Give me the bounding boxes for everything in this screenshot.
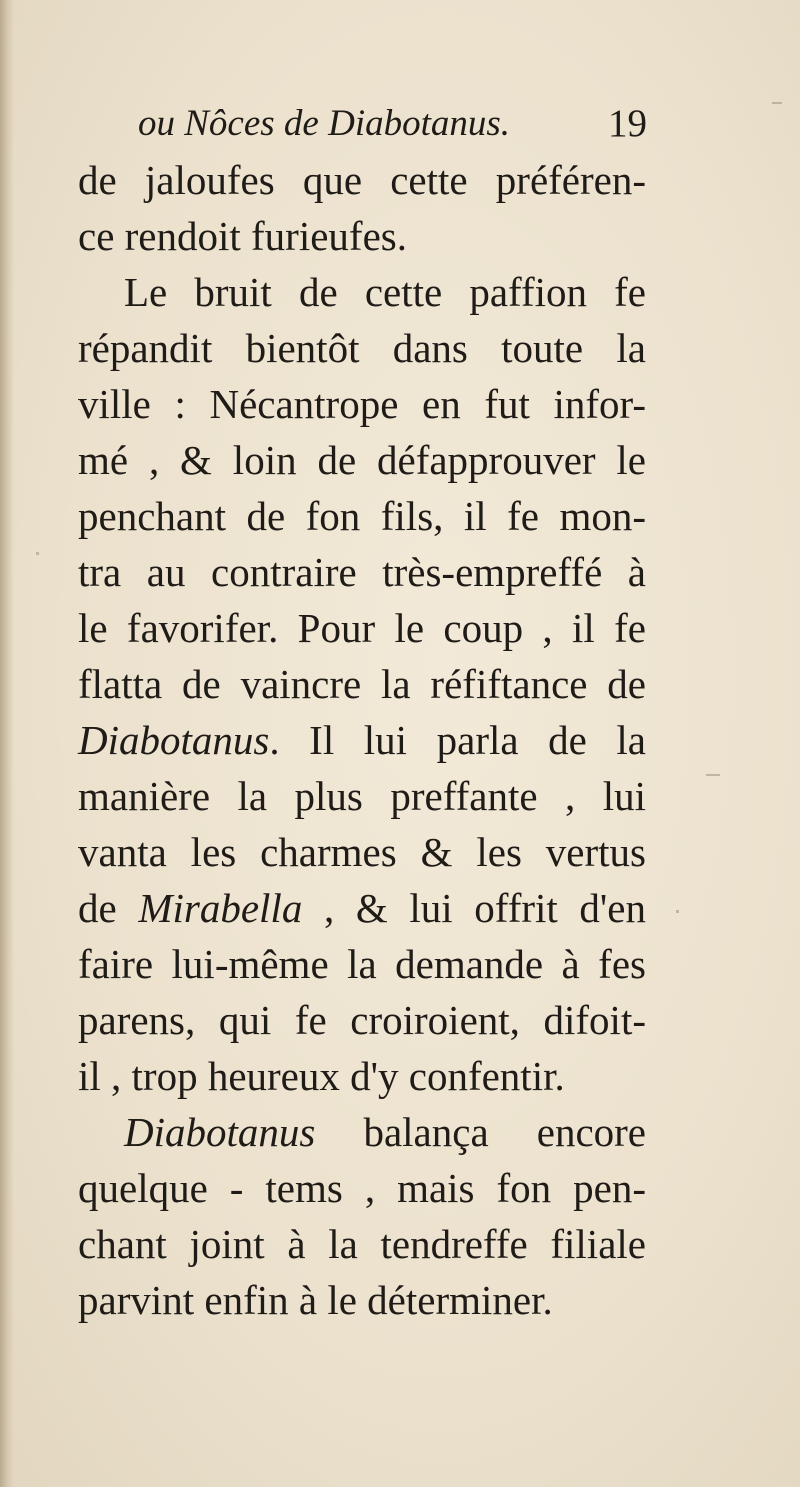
paper-speck (676, 910, 679, 913)
text-line: répandit bientôt dans toute la (78, 325, 646, 371)
text-line: il , trop heureux d'y confentir. (78, 1053, 565, 1099)
paper-speck (706, 774, 720, 776)
body-text (78, 152, 646, 1328)
text-line: Diabotanus. Il lui parla de la (78, 717, 646, 763)
paper-speck (772, 102, 782, 104)
text-line: quelque - tems , mais fon pen- (78, 1165, 646, 1211)
text-line-paragraph-start: Le bruit de cette paffion fe (124, 269, 646, 315)
text-line: penchant de fon fils, il fe mon- (78, 493, 646, 539)
text-line: flatta de vaincre la réfiftance de (78, 661, 646, 707)
text-line: parvint enfin à le déterminer. (78, 1277, 553, 1323)
text-line: manière la plus preffante , lui (78, 773, 646, 819)
text-line: ville : Nécantrope en fut infor- (78, 381, 646, 427)
italic-name: Mirabella (138, 885, 303, 931)
text-line: mé , & loin de défapprouver le (78, 437, 646, 483)
text-line: vanta les charmes & les vertus (78, 829, 646, 875)
text-line: le favorifer. Pour le coup , il fe (78, 605, 646, 651)
paper-speck (36, 552, 39, 555)
text-line: tra au contraire très-empreffé à (78, 549, 646, 595)
page-header (138, 98, 658, 150)
text-line: chant joint à la tendreffe filiale (78, 1221, 646, 1267)
text-line: de jaloufes que cette préféren- (78, 157, 646, 203)
running-head: ou Nôces de Diabotanus. (138, 103, 511, 144)
page-gutter-shadow (0, 0, 14, 1487)
text-line-paragraph-start: Diabotanus balança encore (124, 1109, 646, 1155)
text-line: de Mirabella , & lui offrit d'en (78, 885, 647, 931)
page-number: 19 (608, 102, 647, 145)
italic-name: Diabotanus (78, 717, 270, 763)
italic-name: Diabotanus (124, 1109, 316, 1155)
text-line: ce rendoit furieufes. (78, 213, 407, 259)
text-line: faire lui-même la demande à fes (78, 941, 646, 987)
text-line: parens, qui fe croiroient, difoit- (78, 997, 646, 1043)
